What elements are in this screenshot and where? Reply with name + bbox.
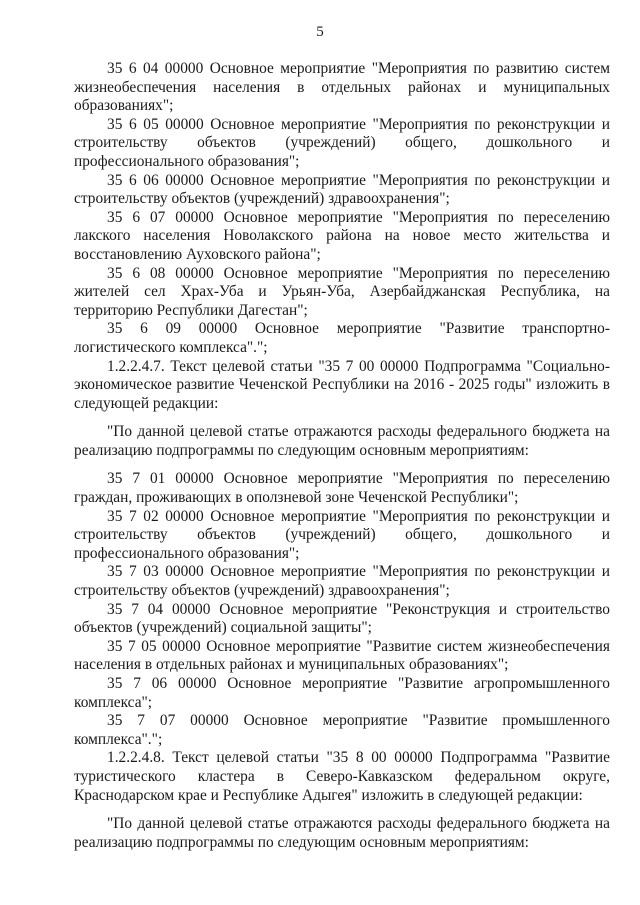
paragraph-gap	[74, 805, 610, 815]
paragraph: 35 6 06 00000 Основное мероприятие "Мероприятия по реконструкции и строительству объектов (учреждений) здравоохранения";	[74, 171, 610, 208]
paragraph: 35 7 05 00000 Основное мероприятие "Развитие систем жизнеобеспечения населения в отдельных районах и муниципальных образованиях";	[74, 637, 610, 674]
paragraph: "По данной целевой статье отражаются расходы федерального бюджета на реализацию подпрограммы по следующим основным мероприятиям:	[74, 423, 610, 459]
paragraph: 35 6 08 00000 Основное мероприятие "Мероприятия по переселению жителей сел Храх-Уба и Урьян-Уба, Азербайджанская Республика, на территорию Республики Дагестан";	[74, 264, 610, 319]
paragraph: 35 7 01 00000 Основное мероприятие "Мероприятия по переселению граждан, проживающих в оползневой зоне Чеченской Республики";	[74, 470, 610, 507]
paragraph: 35 6 09 00000 Основное мероприятие "Развитие транспортно-логистического комплекса".";	[74, 320, 610, 356]
paragraph: 35 7 03 00000 Основное мероприятие "Мероприятия по реконструкции и строительству объектов (учреждений) здравоохранения";	[74, 563, 610, 600]
document-body	[74, 60, 610, 852]
paragraph: 35 6 04 00000 Основное мероприятие "Мероприятия по развитию систем жизнеобеспечения населения в отдельных районах и муниципальных образованиях";	[74, 60, 610, 115]
paragraph: 1.2.2.4.8. Текст целевой статьи "35 8 00 00000 Подпрограмма "Развитие туристического кластера в Северо-Кавказском федеральном округе, Краснодарском крае и Республике Адыгея" изложить в следующей редакции:	[74, 749, 610, 804]
paragraph: 35 6 05 00000 Основное мероприятие "Мероприятия по реконструкции и строительству объектов (учреждений) общего, дошкольного и профессионального образования";	[74, 115, 610, 170]
paragraph: 35 7 06 00000 Основное мероприятие "Развитие агропромышленного комплекса";	[74, 675, 610, 711]
paragraph: 35 7 02 00000 Основное мероприятие "Мероприятия по реконструкции и строительству объектов (учреждений) общего, дошкольного и профессионального образования";	[74, 507, 610, 562]
page-number: 5	[316, 24, 324, 40]
paragraph: 35 7 07 00000 Основное мероприятие "Развитие промышленного комплекса".";	[74, 712, 610, 748]
paragraph-gap	[74, 413, 610, 423]
paragraph: 1.2.2.4.7. Текст целевой статьи "35 7 00 00000 Подпрограмма "Социально-экономическое развитие Чеченской Республики на 2016 - 2025 годы" изложить в следующей редакции:	[74, 357, 610, 412]
paragraph: 35 7 04 00000 Основное мероприятие "Реконструкция и строительство объектов (учреждений) социальной защиты";	[74, 600, 610, 637]
paragraph-gap	[74, 460, 610, 470]
paragraph: "По данной целевой статье отражаются расходы федерального бюджета на реализацию подпрограммы по следующим основным мероприятиям:	[74, 815, 610, 851]
paragraph: 35 6 07 00000 Основное мероприятие "Мероприятия по переселению лакского населения Новолакского района на новое место жительства и восстановлению Ауховского района";	[74, 208, 610, 263]
